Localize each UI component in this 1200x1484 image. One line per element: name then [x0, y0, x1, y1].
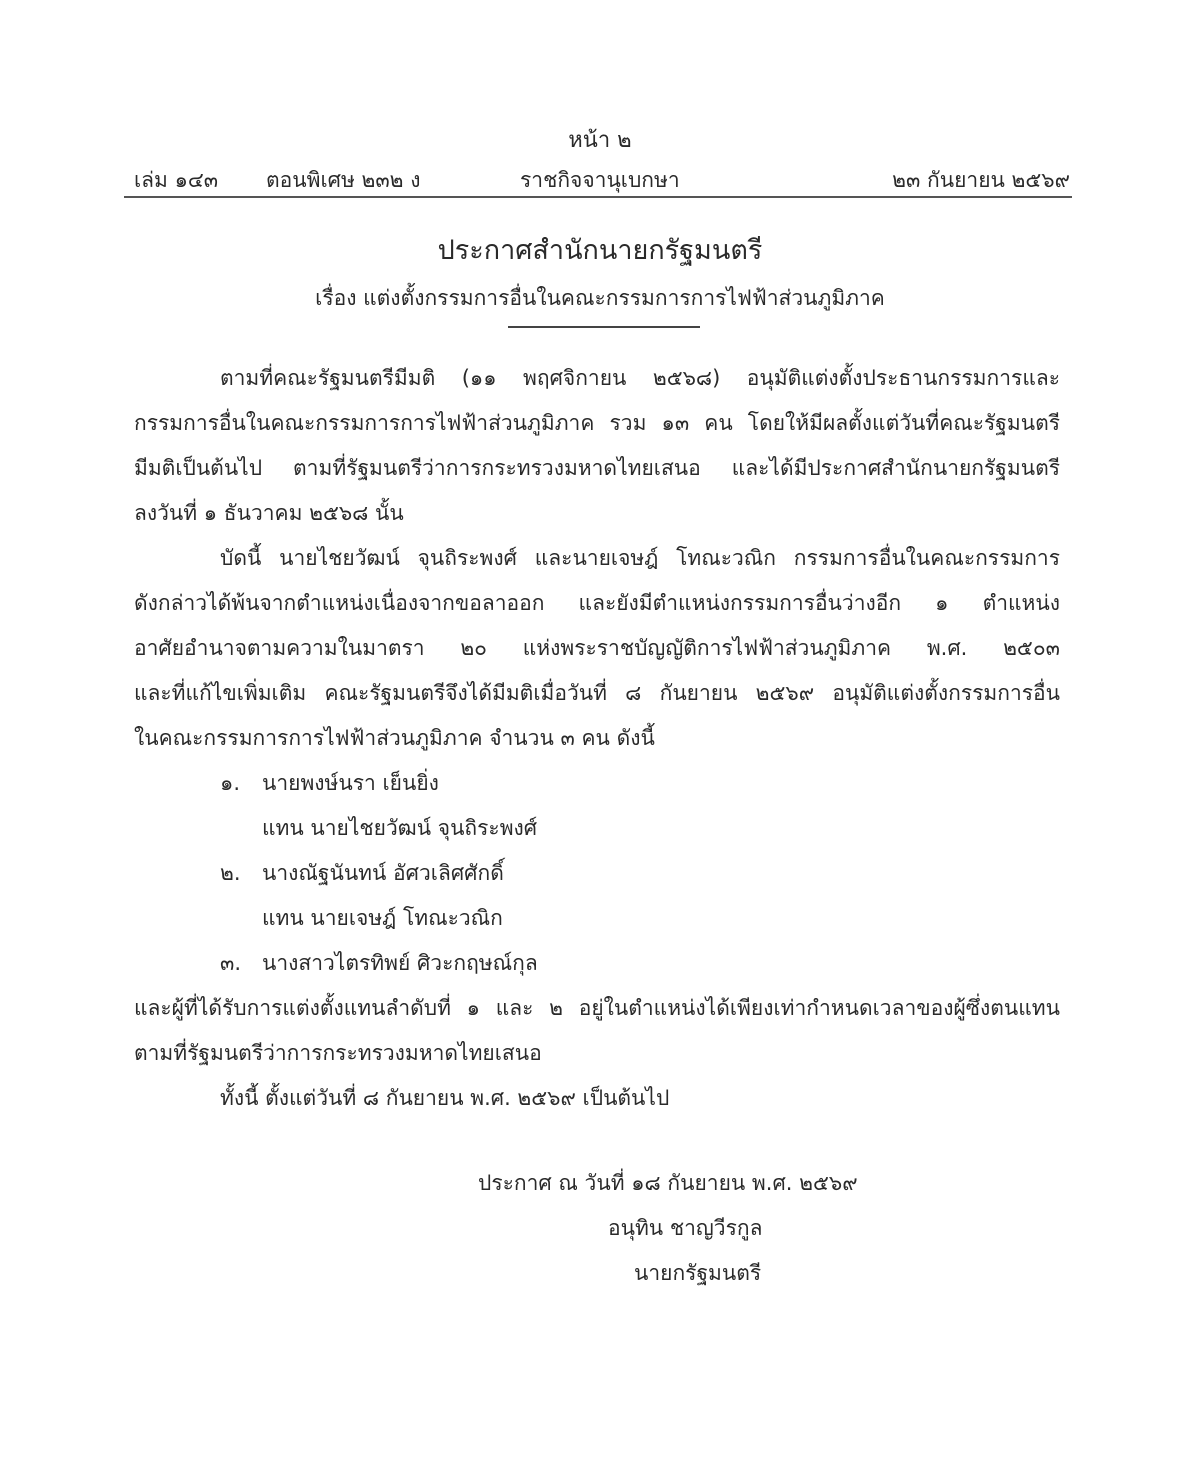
paragraph-line: ในคณะกรรมการการไฟฟ้าส่วนภูมิภาค จำนวน ๓ คน ดังนี้	[134, 726, 655, 750]
header-divider	[124, 196, 1072, 198]
volume-number: เล่ม ๑๔๓	[134, 168, 219, 192]
special-section: ตอนพิเศษ ๒๓๒ ง	[266, 168, 421, 192]
paragraph-line: อาศัยอำนาจตามความในมาตรา ๒๐ แห่งพระราชบัญญัติการไฟฟ้าส่วนภูมิภาค พ.ศ. ๒๕๐๓	[134, 636, 1060, 660]
paragraph-line: ลงวันที่ ๑ ธันวาคม ๒๕๖๘ นั้น	[134, 501, 404, 525]
replaced-person: แทน นายไชยวัฒน์ จุนถิระพงศ์	[262, 816, 538, 840]
signer-title: นายกรัฐมนตรี	[634, 1261, 762, 1285]
paragraph-line: และผู้ที่ได้รับการแต่งตั้งแทนลำดับที่ ๑ และ ๒ อยู่ในตำแหน่งได้เพียงเท่ากำหนดเวลาของผู้ซึ่งตนแทน	[134, 996, 1060, 1020]
appointee-name: นางณัฐนันทน์ อัศวเลิศศักดิ์	[262, 861, 504, 885]
paragraph-line: มีมติเป็นต้นไป ตามที่รัฐมนตรีว่าการกระทรวงมหาดไทยเสนอ และได้มีประกาศสำนักนายกรัฐมนตรี	[134, 456, 1060, 480]
list-item-number: ๒.	[220, 861, 241, 885]
paragraph-line: กรรมการอื่นในคณะกรรมการการไฟฟ้าส่วนภูมิภาค รวม ๑๓ คน โดยให้มีผลตั้งแต่วันที่คณะรัฐมนตรี	[134, 411, 1060, 435]
effective-date-line: ทั้งนี้ ตั้งแต่วันที่ ๘ กันยายน พ.ศ. ๒๕๖๙ เป็นต้นไป	[220, 1086, 670, 1110]
publication-date: ๒๓ กันยายน ๒๕๖๙	[892, 168, 1070, 192]
paragraph-line: ดังกล่าวได้พ้นจากตำแหน่งเนื่องจากขอลาออก และยังมีตำแหน่งกรรมการอื่นว่างอีก ๑ ตำแหน่ง	[134, 591, 1060, 615]
appointee-name: นายพงษ์นรา เย็นยิ่ง	[262, 771, 439, 795]
publication-name: ราชกิจจานุเบกษา	[520, 168, 680, 192]
paragraph-line: ตามที่คณะรัฐมนตรีมีมติ (๑๑ พฤศจิกายน ๒๕๖๘) อนุมัติแต่งตั้งประธานกรรมการและ	[220, 366, 1060, 390]
gazette-header	[134, 164, 1070, 194]
signer-name: อนุทิน ชาญวีรกูล	[608, 1216, 763, 1240]
page-number: หน้า ๒	[568, 128, 632, 153]
replaced-person: แทน นายเจษฎ์ โทณะวณิก	[262, 906, 503, 930]
title-divider	[508, 326, 700, 328]
paragraph-line: บัดนี้ นายไชยวัฒน์ จุนถิระพงศ์ และนายเจษฎ์ โทณะวณิก กรรมการอื่นในคณะกรรมการ	[220, 546, 1060, 570]
list-item-number: ๓.	[220, 951, 242, 975]
appointee-name: นางสาวไตรทิพย์ ศิวะกฤษณ์กุล	[262, 951, 538, 975]
document-subject: เรื่อง แต่งตั้งกรรมการอื่นในคณะกรรมการการไฟฟ้าส่วนภูมิภาค	[315, 286, 885, 310]
list-item-number: ๑.	[220, 771, 241, 795]
document-title: ประกาศสำนักนายกรัฐมนตรี	[437, 235, 763, 266]
paragraph-line: และที่แก้ไขเพิ่มเติม คณะรัฐมนตรีจึงได้มีมติเมื่อวันที่ ๘ กันยายน ๒๕๖๙ อนุมัติแต่งตั้งกรรมการอื่น	[134, 681, 1060, 705]
announcement-date: ประกาศ ณ วันที่ ๑๘ กันยายน พ.ศ. ๒๕๖๙	[478, 1171, 858, 1195]
paragraph-line: ตามที่รัฐมนตรีว่าการกระทรวงมหาดไทยเสนอ	[134, 1041, 542, 1065]
